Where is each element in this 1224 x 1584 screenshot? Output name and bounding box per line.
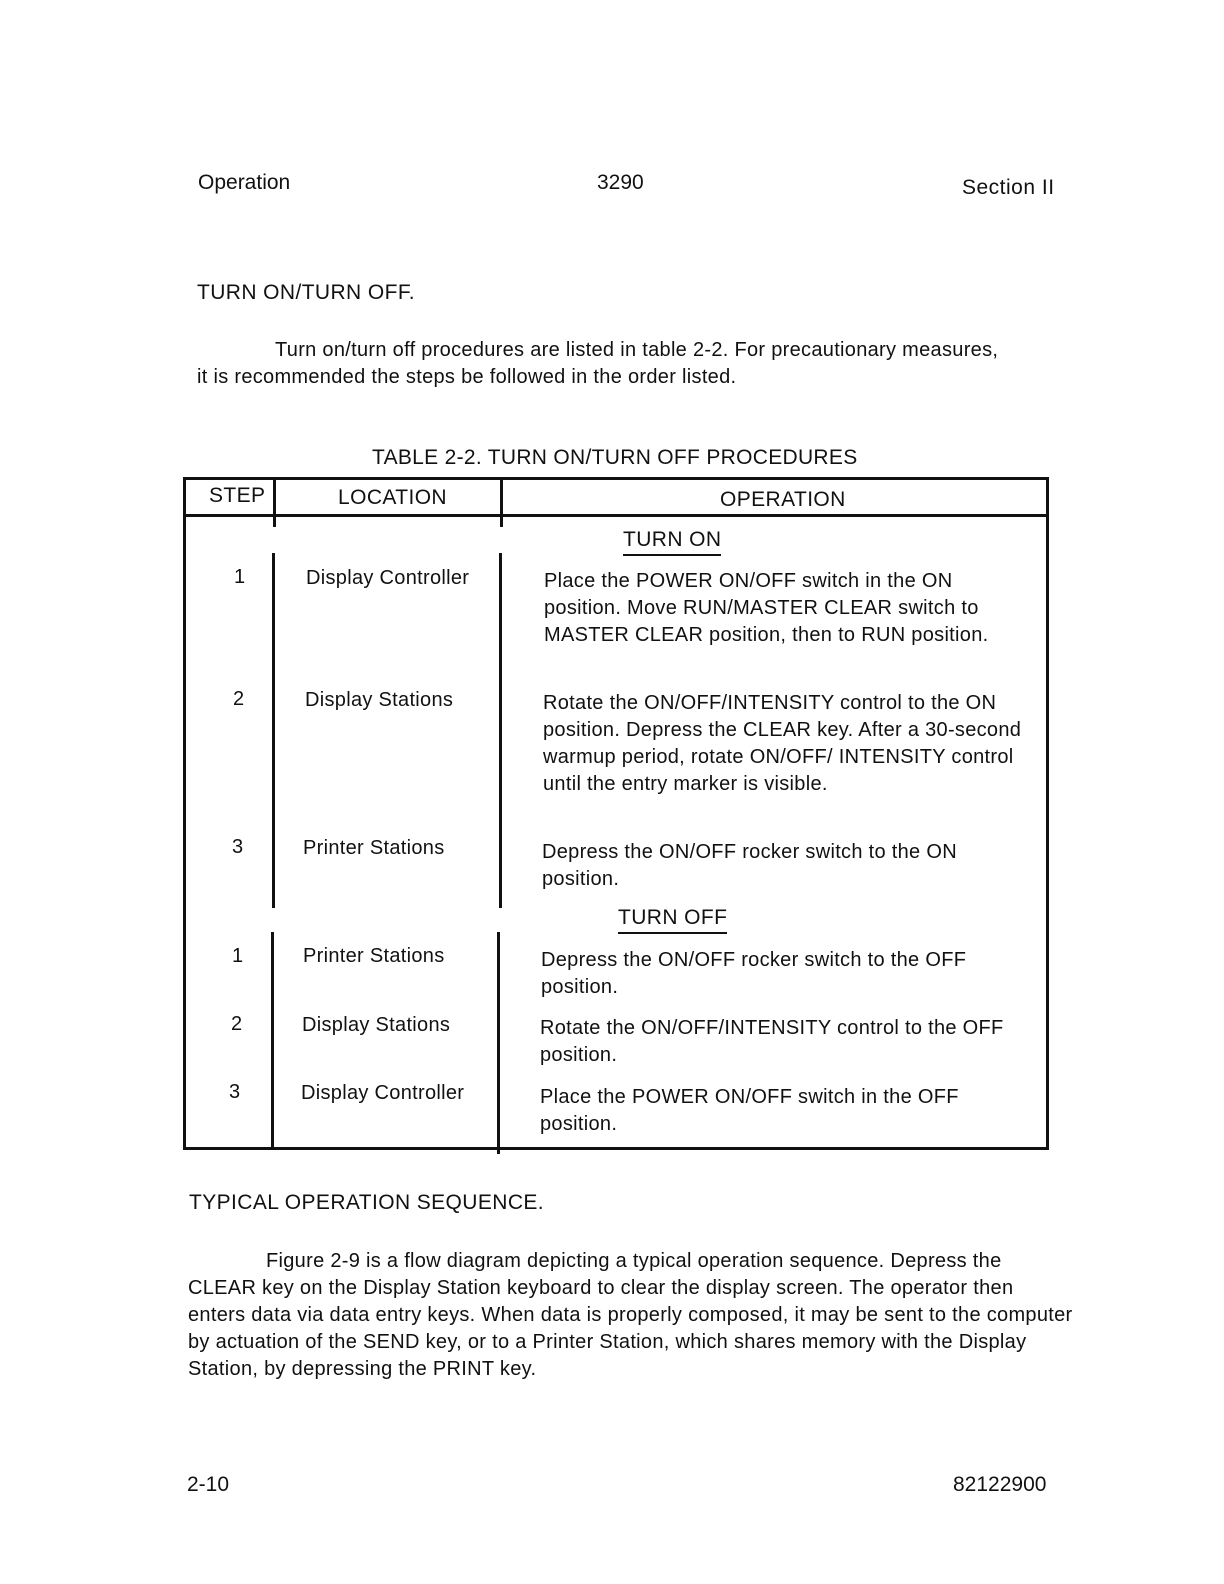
step-location: Display Stations — [302, 1014, 451, 1036]
turn-on-off-paragraph-text: Turn on/turn off procedures are listed in table 2-2. For precautionary measures, it is recommended the steps be followed in the order listed. — [197, 339, 999, 388]
divider-location-turn-on — [499, 553, 502, 908]
step-number: 2 — [231, 1013, 243, 1035]
step-location: Display Controller — [306, 567, 470, 589]
typical-sequence-paragraph — [188, 1248, 1073, 1383]
column-header-step: STEP — [209, 484, 266, 507]
turn-on-off-heading: TURN ON/TURN OFF. — [197, 281, 415, 304]
step-number: 3 — [229, 1081, 241, 1103]
header-model-number: 3290 — [597, 171, 644, 194]
table-title: TABLE 2-2. TURN ON/TURN OFF PROCEDURES — [372, 446, 858, 469]
group-title-turn-off: TURN OFF — [618, 906, 727, 934]
step-number: 1 — [234, 566, 246, 588]
column-header-location: LOCATION — [338, 486, 447, 509]
document-number: 82122900 — [953, 1473, 1047, 1496]
header-divider-location — [500, 479, 503, 527]
step-operation: Depress the ON/OFF rocker switch to the ON position. — [542, 841, 957, 890]
divider-step-turn-on — [272, 553, 275, 908]
divider-location-turn-off — [497, 932, 500, 1154]
step-operation: Rotate the ON/OFF/INTENSITY control to the ON position. Depress the CLEAR key. After a 30-second warmup period, rotate ON/OFF/ INTENSITY control until the entry marker is visible. — [543, 692, 1022, 795]
header-divider-step — [273, 479, 276, 527]
step-location: Display Stations — [305, 689, 454, 711]
header-section-name: Operation — [198, 171, 291, 194]
typical-sequence-paragraph-text: Figure 2-9 is a flow diagram depicting a typical operation sequence. Depress the CLEAR key on the Display Station keyboard to clear the display screen. The operator then enters data via data entry keys. When data is properly composed, it may be sent to the computer by actuation of the SEND key, or to a Printer Station, which shares memory with the Display Station, by depressing the PRINT key. — [188, 1250, 1073, 1380]
step-operation: Place the POWER ON/OFF switch in the ON position. Move RUN/MASTER CLEAR switch to MASTER CLEAR position, then to RUN position. — [544, 570, 989, 646]
step-location: Printer Stations — [303, 837, 445, 859]
step-operation: Depress the ON/OFF rocker switch to the OFF position. — [541, 949, 967, 998]
step-operation: Rotate the ON/OFF/INTENSITY control to the OFF position. — [540, 1017, 1004, 1066]
group-title-turn-on: TURN ON — [623, 528, 721, 556]
step-location: Display Controller — [301, 1082, 465, 1104]
step-number: 3 — [232, 836, 244, 858]
step-operation: Place the POWER ON/OFF switch in the OFF position. — [540, 1086, 959, 1135]
column-header-operation: OPERATION — [720, 488, 846, 511]
step-number: 2 — [233, 688, 245, 710]
page-number: 2-10 — [187, 1473, 230, 1496]
turn-on-off-paragraph — [197, 337, 1002, 391]
typical-sequence-heading: TYPICAL OPERATION SEQUENCE. — [189, 1191, 545, 1214]
step-number: 1 — [232, 945, 244, 967]
step-location: Printer Stations — [303, 945, 445, 967]
divider-step-turn-off — [271, 932, 274, 1150]
table-header-divider — [183, 514, 1049, 517]
header-section-number: Section II — [962, 176, 1055, 199]
